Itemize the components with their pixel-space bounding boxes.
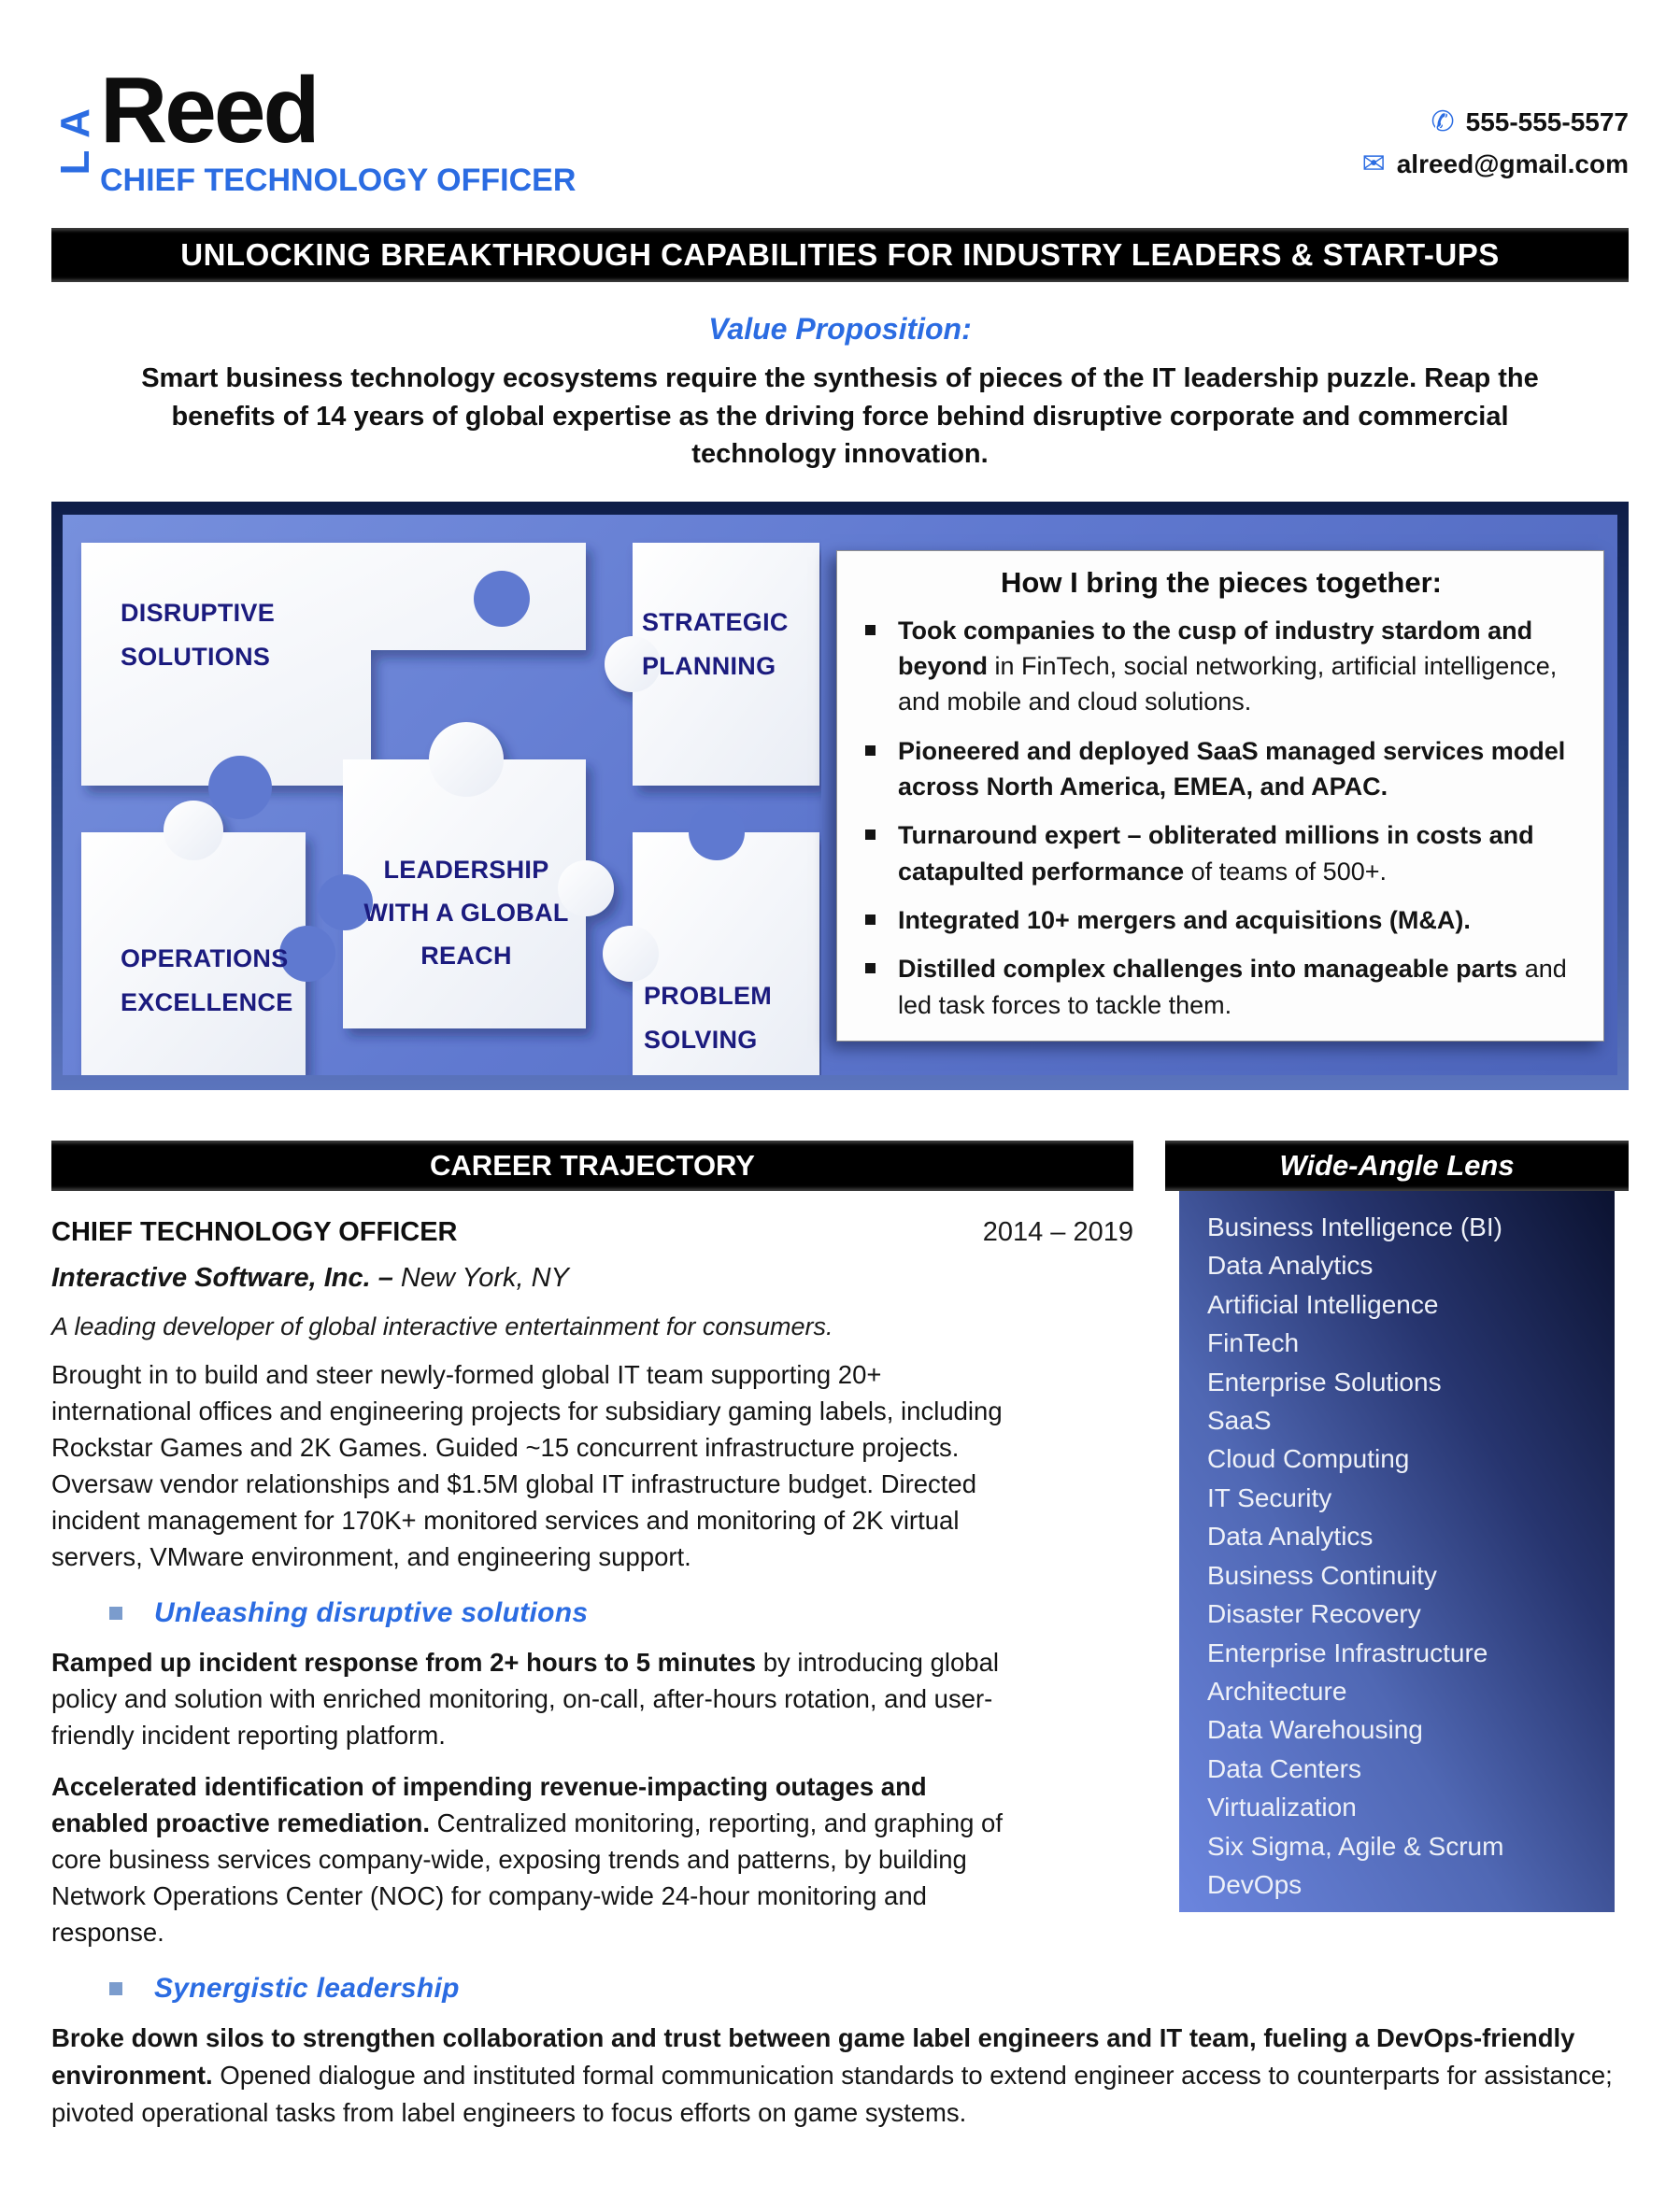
puzzle-label-strategic-planning: STRATEGIC PLANNING — [642, 607, 789, 681]
main-columns — [51, 1141, 1629, 2011]
headline-banner: UNLOCKING BREAKTHROUGH CAPABILITIES FOR INDUSTRY LEADERS & START-UPS — [51, 228, 1629, 282]
puzzle-label-disruptive-solutions: DISRUPTIVE SOLUTIONS — [121, 598, 276, 672]
subsection-title: Unleashing disruptive solutions — [154, 1597, 589, 1629]
phone-row — [1362, 106, 1629, 138]
how-box-bullet — [865, 817, 1577, 889]
skill-item: FinTech — [1207, 1328, 1300, 1358]
skill-item: IT Security — [1207, 1482, 1332, 1512]
sidebar — [1165, 1141, 1629, 2011]
sidebar-banner: Wide-Angle Lens — [1165, 1141, 1629, 1191]
bullet-square-icon — [865, 745, 876, 756]
value-proposition-text: Smart business technology ecosystems require the synthesis of pieces of the IT leadership puzzle. Reap the benefits of 14 years of global expertise as the driving force behind disruptive corporate and commercial technology innovation. — [141, 363, 1539, 470]
first-name-letter: L — [52, 149, 98, 176]
bullet-text: Integrated 10+ mergers and acquisitions (M&A). — [898, 906, 1471, 935]
header-job-title: CHIEF TECHNOLOGY OFFICER — [100, 162, 577, 198]
puzzle-notch — [689, 804, 745, 860]
how-box-list — [865, 613, 1577, 1023]
puzzle-label-leadership: LEADERSHIP WITH A GLOBAL REACH — [363, 855, 569, 970]
puzzle-label-operations-excellence: OPERATIONS EXCELLENCE — [121, 943, 293, 1017]
puzzle-label-problem-solving: PROBLEM SOLVING — [644, 981, 773, 1055]
skill-item: Data Analytics — [1207, 1251, 1374, 1281]
puzzle-notch — [208, 756, 272, 819]
bullet-square-icon — [865, 915, 876, 925]
skill-item: Cloud Computing — [1207, 1444, 1410, 1474]
company-line — [51, 1263, 1133, 1294]
job-dates: 2014 – 2019 — [982, 1216, 1133, 1247]
puzzle-banner — [51, 502, 1629, 1090]
skill-item: Disaster Recovery — [1207, 1599, 1421, 1629]
how-box-bullet — [865, 902, 1577, 938]
bullet-square-icon — [865, 830, 876, 840]
bullet-square-icon — [865, 625, 876, 635]
name-logo — [51, 57, 577, 199]
skill-item: Architecture — [1207, 1677, 1347, 1707]
skill-item: Business Intelligence (BI) — [1207, 1212, 1502, 1241]
job-row — [51, 1217, 1133, 1248]
how-box-bullet — [865, 733, 1577, 805]
how-box-bullet — [865, 951, 1577, 1023]
achievement-paragraph: Accelerated identification of impending revenue-impacting outages and enabled proactive remediation. Centralized monitoring, reporting, and graphing of core business services company-wide, exposing trends and patterns, by building Network Operations Center (NOC) for company-wide 24-hour monitoring and response. — [51, 1772, 1003, 1948]
closing-paragraph: Broke down silos to strengthen collaboration and trust between game label engineers and IT team, fueling a DevOps-friendly environment. Opened dialogue and instituted formal communication standards to extend engineer access to counterparts for assistance; pivoted operational tasks from label engineers to focus efforts on game systems. — [51, 2023, 1613, 2128]
contact-block — [1362, 81, 1629, 180]
achievement-paragraph: Ramped up incident response from 2+ hours to 5 minutes by introducing global policy and solution with enriched monitoring, on-call, after-hours rotation, and user-friendly incident reporting platform. — [51, 1648, 999, 1751]
skill-item: Enterprise Solutions — [1207, 1367, 1442, 1397]
bullet-square-icon — [865, 963, 876, 973]
skill-item: Virtualization — [1207, 1793, 1357, 1822]
bullet-text: Pioneered and deployed SaaS managed services model across North America, EMEA, and APAC. — [898, 736, 1566, 801]
how-box — [836, 550, 1604, 1042]
career-section-banner: CAREER TRAJECTORY — [51, 1141, 1133, 1191]
skill-item: DevOps — [1207, 1870, 1303, 1900]
puzzle-tab — [603, 926, 659, 982]
last-name: Reed — [100, 57, 318, 163]
skill-item: Six Sigma, Agile & Scrum — [1207, 1831, 1504, 1861]
subsection-synergistic-leadership — [109, 1973, 1133, 2005]
skill-item: Data Centers — [1207, 1753, 1361, 1783]
how-box-bullet — [865, 613, 1577, 720]
puzzle-inner — [63, 515, 1617, 1075]
subsection-title: Synergistic leadership — [154, 1973, 460, 2005]
bullet-text: Turnaround expert – obliterated millions in costs and catapulted performance of teams of 500+. — [898, 821, 1534, 886]
puzzle-tab — [429, 722, 504, 797]
skill-item: Enterprise Infrastructure — [1207, 1638, 1488, 1667]
sidebar-skills-box — [1179, 1191, 1615, 1912]
subsection-disruptive-solutions — [109, 1597, 1133, 1629]
puzzle-notch — [474, 571, 530, 627]
resume-page — [51, 43, 1629, 2132]
job-title: CHIEF TECHNOLOGY OFFICER — [51, 1216, 458, 1247]
how-box-heading: How I bring the pieces together: — [1001, 565, 1442, 599]
company-description: A leading developer of global interactive entertainment for consumers. — [51, 1312, 833, 1340]
phone-icon: ✆ — [1431, 106, 1455, 137]
subsection-bullet-icon — [109, 1607, 122, 1620]
bullet-text: Distilled complex challenges into manageable parts and led task forces to tackle them. — [898, 955, 1567, 1019]
subsection-bullet-icon — [109, 1982, 122, 1995]
first-name-letter: A — [52, 108, 98, 138]
skill-item: Data Warehousing — [1207, 1715, 1423, 1745]
header — [51, 43, 1629, 219]
skill-item: SaaS — [1207, 1405, 1272, 1435]
company-name: Interactive Software, Inc. – — [51, 1262, 393, 1293]
value-proposition-heading: Value Proposition: — [708, 312, 972, 346]
company-location: New York, NY — [400, 1262, 569, 1293]
role-summary: Brought in to build and steer newly-formed global IT team supporting 20+ international offices and engineering projects for subsidiary gaming labels, including Rockstar Games and 2K Games. Guided ~15 concurrent infrastructure projects. Oversaw vendor relationships and $1.5M global IT infrastructure budget. Directed incident management for 170K+ monitored services and monitoring of 2K virtual servers, VMware environment, and engineering support. — [51, 1359, 1003, 1572]
email-address: alreed@gmail.com — [1396, 149, 1629, 178]
first-name-vertical — [51, 104, 100, 182]
bullet-text: Took companies to the cusp of industry stardom and beyond in FinTech, social networking, artificial intelligence, and mobile and cloud solutions. — [898, 616, 1558, 716]
email-row — [1362, 148, 1629, 180]
skill-item: Artificial Intelligence — [1207, 1289, 1439, 1319]
skill-item: Data Analytics — [1207, 1522, 1374, 1552]
career-column — [51, 1141, 1133, 2011]
puzzle-tab — [164, 801, 223, 860]
email-icon: ✉ — [1361, 149, 1386, 179]
skill-item: Business Continuity — [1207, 1560, 1437, 1590]
phone-number: 555-555-5577 — [1465, 106, 1629, 136]
last-name-and-title — [100, 57, 577, 199]
